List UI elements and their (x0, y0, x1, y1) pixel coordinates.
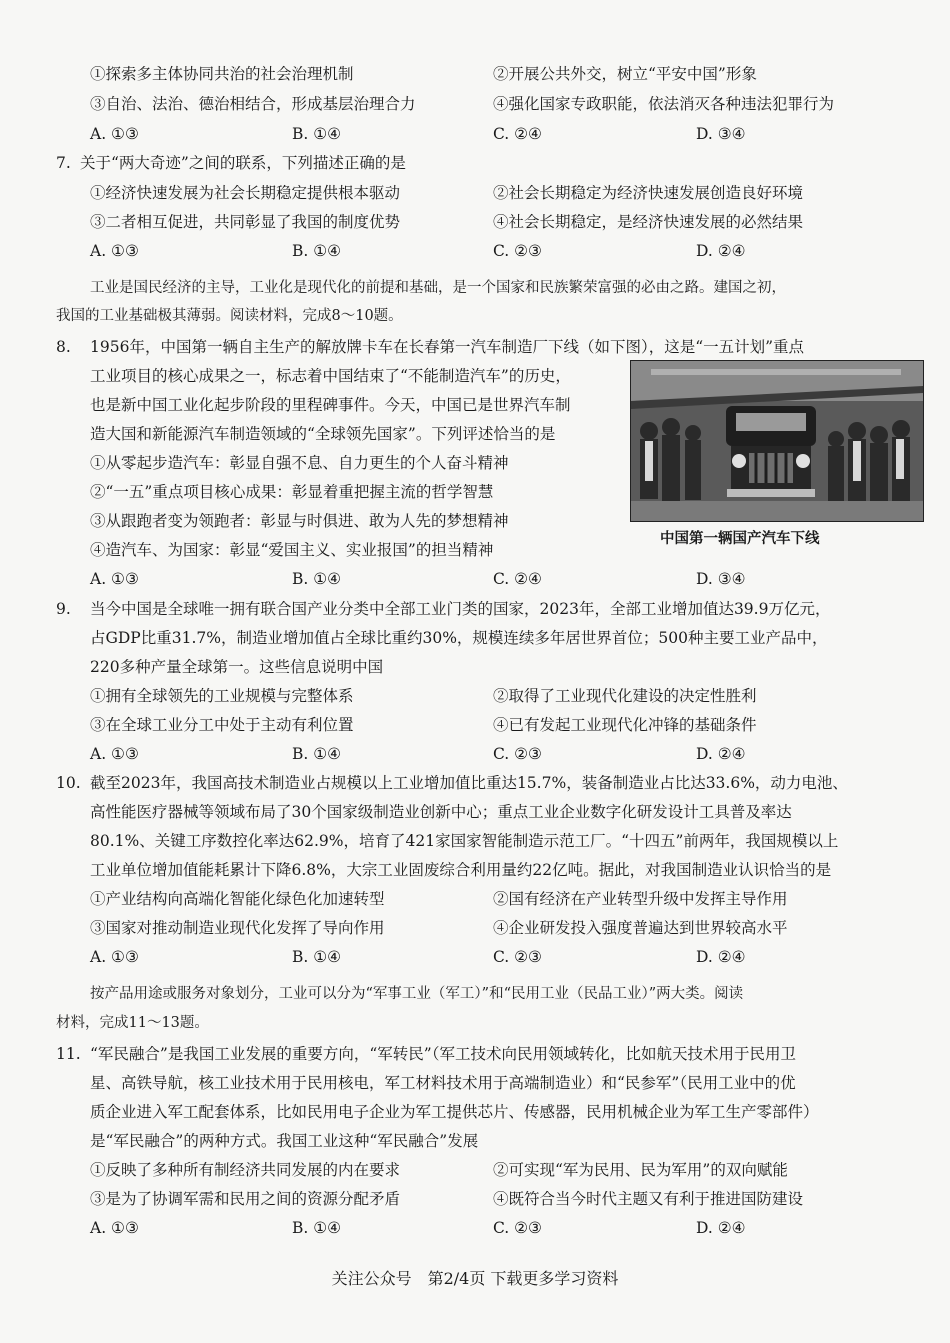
q9-option-4: ④已有发起工业现代化冲锋的基础条件 (493, 716, 757, 734)
q7-choice-a: A. ①③ (90, 242, 139, 260)
q8-stem-line2: 工业项目的核心成果之一，标志着中国结束了“不能制造汽车”的历史， (90, 367, 571, 385)
q10-stem-line3: 80.1%、关键工序数控化率达62.9%，培育了421家国家智能制造示范工厂。“十四五”前两年，我国规模以上 (90, 832, 839, 850)
q11-stem-line1: “军民融合”是我国工业发展的重要方向，“军转民”（军工技术向民用领域转化，比如航天技术用于民用卫 (90, 1045, 796, 1063)
q9-option-3: ③在全球工业分工中处于主动有利位置 (90, 716, 354, 734)
q8-number: 8. (56, 338, 71, 356)
q8-option-2: ②“一五”重点项目核心成果：彰显着重把握主流的哲学智慧 (90, 483, 494, 501)
q7-option-3: ③二者相互促进，共同彰显了我国的制度优势 (90, 213, 401, 231)
q11-option-4: ④既符合当今时代主题又有利于推进国防建设 (493, 1190, 804, 1208)
q9-choice-c: C. ②③ (493, 745, 542, 763)
q7-choice-b: B. ①④ (292, 242, 342, 260)
material-intro-2-line2: 材料，完成11～13题。 (56, 1015, 209, 1031)
q11-option-2: ②可实现“军为民用、民为军用”的双向赋能 (493, 1161, 788, 1179)
q9-stem-line1: 当今中国是全球唯一拥有联合国产业分类中全部工业门类的国家，2023年，全部工业增加值达39.9万亿元， (90, 600, 831, 618)
q7-option-2: ②社会长期稳定为经济快速发展创造良好环境 (493, 184, 804, 202)
q10-choice-d: D. ②④ (696, 948, 746, 966)
q11-choice-a: A. ①③ (90, 1219, 139, 1237)
q7-number: 7. (56, 154, 71, 172)
q9-choice-a: A. ①③ (90, 745, 139, 763)
photo-caption: 中国第一辆国产汽车下线 (660, 530, 820, 547)
q10-number: 10. (56, 774, 81, 792)
q11-stem-line4: 是“军民融合”的两种方式。我国工业这种“军民融合”发展 (90, 1132, 479, 1150)
q9-number: 9. (56, 600, 71, 618)
q6-choice-d: D. ③④ (696, 125, 746, 143)
q6-option-4: ④强化国家专政职能，依法消灭各种违法犯罪行为 (493, 95, 835, 113)
q10-choice-b: B. ①④ (292, 948, 342, 966)
q11-choice-d: D. ②④ (696, 1219, 746, 1237)
q10-option-2: ②国有经济在产业转型升级中发挥主导作用 (493, 890, 788, 908)
q9-option-2: ②取得了工业现代化建设的决定性胜利 (493, 687, 757, 705)
q6-option-2: ②开展公共外交，树立“平安中国”形象 (493, 65, 757, 83)
q9-choice-d: D. ②④ (696, 745, 746, 763)
q7-option-4: ④社会长期稳定，是经济快速发展的必然结果 (493, 213, 804, 231)
q11-option-3: ③是为了协调军需和民用之间的资源分配矛盾 (90, 1190, 401, 1208)
page-footer: 关注公众号 第2/4页 下载更多学习资料 (331, 1269, 619, 1288)
q8-choice-b: B. ①④ (292, 570, 342, 588)
q10-option-3: ③国家对推动制造业现代化发挥了导向作用 (90, 919, 385, 937)
q11-choice-b: B. ①④ (292, 1219, 342, 1237)
q10-stem-line4: 工业单位增加值能耗累计下降6.8%，大宗工业固废综合利用量约22亿吨。据此，对我国制造业认识恰当的是 (90, 861, 832, 879)
material-intro-2-line1: 按产品用途或服务对象划分，工业可以分为“军事工业（军工）”和“民用工业（民品工业）”两大类。阅读 (90, 986, 744, 1002)
q9-stem-line2: 占GDP比重31.7%，制造业增加值占全球比重约30%，规模连续多年居世界首位；500种主要工业产品中， (90, 629, 828, 647)
q10-stem-line2: 高性能医疗器械等领域布局了30个国家级制造业创新中心；重点工业企业数字化研发设计工具普及率达 (90, 803, 792, 821)
q9-option-1: ①拥有全球领先的工业规模与完整体系 (90, 687, 354, 705)
q8-choice-d: D. ③④ (696, 570, 746, 588)
q11-number: 11. (56, 1045, 81, 1063)
q10-stem-line1: 截至2023年，我国高技术制造业占规模以上工业增加值比重达15.7%，装备制造业占比达33.6%，动力电池、 (90, 774, 848, 792)
q9-stem-line3: 220多种产量全球第一。这些信息说明中国 (90, 658, 384, 676)
q7-choice-c: C. ②③ (493, 242, 542, 260)
q7-option-1: ①经济快速发展为社会长期稳定提供根本驱动 (90, 184, 401, 202)
q7-choice-d: D. ②④ (696, 242, 746, 260)
q9-choice-b: B. ①④ (292, 745, 342, 763)
q6-choice-b: B. ①④ (292, 125, 342, 143)
q8-stem-line4: 造大国和新能源汽车制造领域的“全球领先国家”。下列评述恰当的是 (90, 425, 556, 443)
q8-option-3: ③从跟跑者变为领跑者：彰显与时俱进、敢为人先的梦想精神 (90, 512, 509, 530)
q8-option-1: ①从零起步造汽车：彰显自强不息、自力更生的个人奋斗精神 (90, 454, 509, 472)
q11-stem-line2: 星、高铁导航，核工业技术用于民用核电，军工材料技术用于高端制造业）和“民参军”（民用工业中的优 (90, 1074, 796, 1092)
q8-choice-a: A. ①③ (90, 570, 139, 588)
material-intro-1-line1: 工业是国民经济的主导，工业化是现代化的前提和基础，是一个国家和民族繁荣富强的必由之路。建国之初， (90, 280, 786, 296)
q10-choice-c: C. ②③ (493, 948, 542, 966)
q11-option-1: ①反映了多种所有制经济共同发展的内在要求 (90, 1161, 401, 1179)
q11-choice-c: C. ②③ (493, 1219, 542, 1237)
q8-stem-line1: 1956年，中国第一辆自主生产的解放牌卡车在长春第一汽车制造厂下线（如下图），这是“一五计划”重点 (90, 338, 805, 356)
q11-stem-line3: 质企业进入军工配套体系，比如民用电子企业为军工提供芯片、传感器，民用机械企业为军工生产零部件） (90, 1103, 819, 1121)
q6-option-3: ③自治、法治、德治相结合，形成基层治理合力 (90, 95, 416, 113)
q6-choice-c: C. ②④ (493, 125, 542, 143)
truck-photo-image (631, 361, 923, 521)
q10-choice-a: A. ①③ (90, 948, 139, 966)
truck-photo (630, 360, 924, 522)
q7-stem: 关于“两大奇迹”之间的联系，下列描述正确的是 (80, 154, 406, 172)
q8-choice-c: C. ②④ (493, 570, 542, 588)
q6-choice-a: A. ①③ (90, 125, 139, 143)
q10-option-4: ④企业研发投入强度普遍达到世界较高水平 (493, 919, 788, 937)
q8-option-4: ④造汽车、为国家：彰显“爱国主义、实业报国”的担当精神 (90, 541, 494, 559)
material-intro-1-line2: 我国的工业基础极其薄弱。阅读材料，完成8～10题。 (56, 308, 403, 324)
q6-option-1: ①探索多主体协同共治的社会治理机制 (90, 65, 354, 83)
q8-stem-line3: 也是新中国工业化起步阶段的里程碑事件。今天，中国已是世界汽车制 (90, 396, 571, 414)
q10-option-1: ①产业结构向高端化智能化绿色化加速转型 (90, 890, 385, 908)
